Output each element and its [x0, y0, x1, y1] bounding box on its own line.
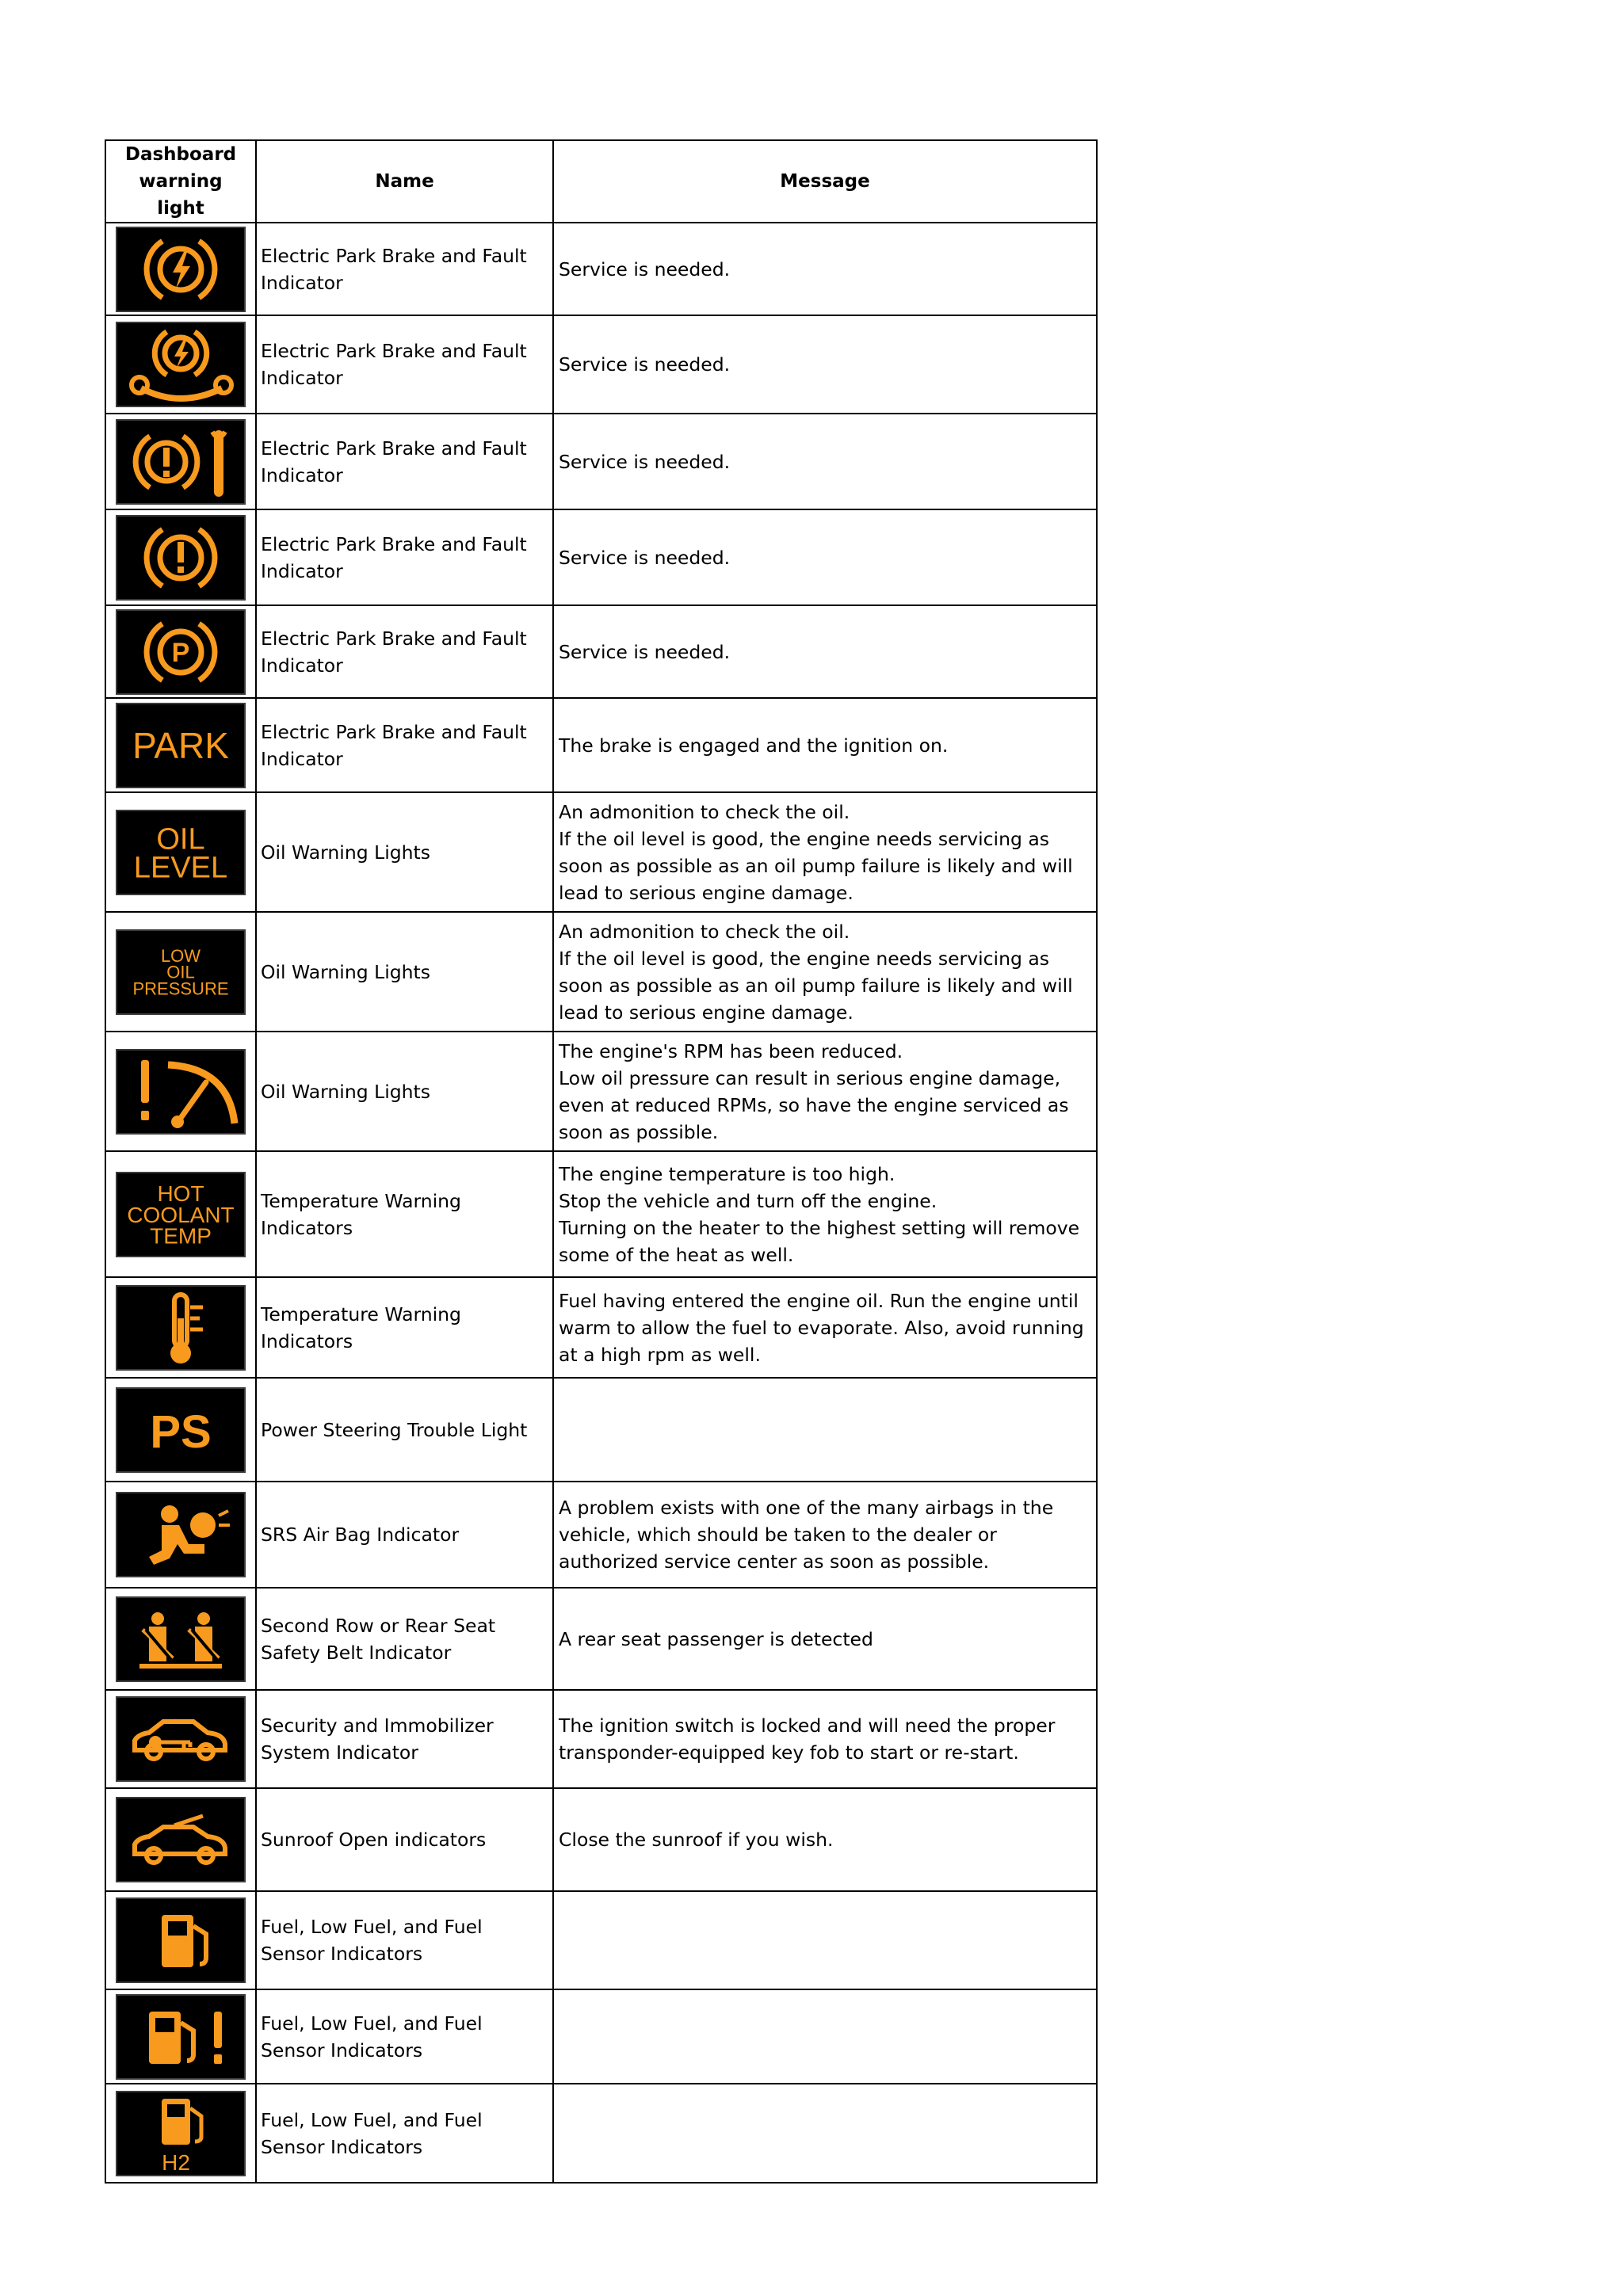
- table-row: [105, 792, 1097, 912]
- park-brake-lightning-icon: [116, 227, 246, 312]
- message-cell: Fuel having entered the engine oil. Run the engine until warm to allow the fuel to evaporate. Also, avoid running at a high rpm as well.: [553, 1277, 1097, 1378]
- icon-cell: [105, 1482, 256, 1588]
- name-cell: Oil Warning Lights: [256, 792, 553, 912]
- icon-cell: [105, 912, 256, 1032]
- icon-cell: [105, 1989, 256, 2084]
- icon-text: PARK: [132, 724, 229, 766]
- message-cell: [553, 1989, 1097, 2084]
- table-row: [105, 1788, 1097, 1891]
- park-brake-wrench-icon: [116, 322, 246, 407]
- icon-text: LEVEL: [133, 850, 228, 884]
- message-cell: [553, 2084, 1097, 2183]
- oil-level-text-icon: [116, 810, 246, 895]
- message-cell: The engine's RPM has been reduced. Low oil pressure can result in serious engine damage, even at reduced RPMs, so have the engine serviced as soon as possible.: [553, 1032, 1097, 1151]
- table-row: [105, 698, 1097, 792]
- table-row: [105, 509, 1097, 605]
- table-row: [105, 912, 1097, 1032]
- message-cell: Service is needed.: [553, 414, 1097, 509]
- warning-lights-table: [105, 139, 1098, 2183]
- table-row: [105, 605, 1097, 698]
- table-row: [105, 1989, 1097, 2084]
- park-text-icon: [116, 703, 246, 788]
- rpm-gauge-warning-icon: [116, 1049, 246, 1135]
- message-cell: Service is needed.: [553, 605, 1097, 698]
- icon-text: TEMP: [150, 1222, 212, 1248]
- name-cell: Security and Immobilizer System Indicator: [256, 1690, 553, 1788]
- name-cell: Fuel, Low Fuel, and Fuel Sensor Indicators: [256, 2084, 553, 2183]
- name-cell: Electric Park Brake and Fault Indicator: [256, 698, 553, 792]
- icon-cell: [105, 1891, 256, 1989]
- icon-text: H2: [162, 2149, 190, 2175]
- name-cell: Fuel, Low Fuel, and Fuel Sensor Indicators: [256, 1989, 553, 2084]
- car-key-icon: [116, 1696, 246, 1782]
- table-row: [105, 1378, 1097, 1482]
- header-name: Name: [256, 140, 553, 223]
- name-cell: Electric Park Brake and Fault Indicator: [256, 315, 553, 414]
- icon-text: OIL: [166, 962, 195, 982]
- icon-text: PRESSURE: [132, 978, 229, 999]
- name-cell: Sunroof Open indicators: [256, 1788, 553, 1891]
- header-row: [105, 140, 1097, 223]
- message-cell: An admonition to check the oil. If the oil level is good, the engine needs servicing as soon as possible as an oil pump failure is likely and will lead to serious engine damage.: [553, 792, 1097, 912]
- icon-cell: [105, 223, 256, 315]
- message-cell: The ignition switch is locked and will need the proper transponder-equipped key fob to start or re-start.: [553, 1690, 1097, 1788]
- name-cell: Power Steering Trouble Light: [256, 1378, 553, 1482]
- message-cell: The engine temperature is too high. Stop the vehicle and turn off the engine. Turning on the heater to the highest setting will remove some of the heat as well.: [553, 1151, 1097, 1277]
- name-cell: Oil Warning Lights: [256, 1032, 553, 1151]
- message-cell: An admonition to check the oil. If the oil level is good, the engine needs servicing as soon as possible as an oil pump failure is likely and will lead to serious engine damage.: [553, 912, 1097, 1032]
- airbag-icon: [116, 1492, 246, 1577]
- table-row: [105, 1891, 1097, 1989]
- name-cell: Electric Park Brake and Fault Indicator: [256, 223, 553, 315]
- table-row: [105, 1032, 1097, 1151]
- icon-cell: [105, 1588, 256, 1690]
- icon-text: PS: [150, 1405, 212, 1458]
- brake-exclamation-wrench-icon: [116, 419, 246, 505]
- power-steering-icon: [116, 1387, 246, 1473]
- message-cell: A problem exists with one of the many airbags in the vehicle, which should be taken to the dealer or authorized service center as soon as possible.: [553, 1482, 1097, 1588]
- name-cell: SRS Air Bag Indicator: [256, 1482, 553, 1588]
- icon-cell: [105, 1032, 256, 1151]
- hot-coolant-temp-text-icon: [116, 1172, 246, 1257]
- icon-text: COOLANT: [127, 1202, 235, 1227]
- name-cell: Fuel, Low Fuel, and Fuel Sensor Indicators: [256, 1891, 553, 1989]
- icon-cell: [105, 315, 256, 414]
- name-cell: Electric Park Brake and Fault Indicator: [256, 605, 553, 698]
- name-cell: Second Row or Rear Seat Safety Belt Indicator: [256, 1588, 553, 1690]
- message-cell: Service is needed.: [553, 509, 1097, 605]
- icon-cell: [105, 2084, 256, 2183]
- name-cell: Temperature Warning Indicators: [256, 1151, 553, 1277]
- table-row: [105, 315, 1097, 414]
- rear-seat-belt-icon: [116, 1596, 246, 1682]
- message-cell: [553, 1891, 1097, 1989]
- name-cell: Electric Park Brake and Fault Indicator: [256, 509, 553, 605]
- table-row: [105, 1151, 1097, 1277]
- table-row: [105, 1690, 1097, 1788]
- car-sunroof-icon: [116, 1797, 246, 1882]
- table-row: [105, 1277, 1097, 1378]
- icon-cell: [105, 698, 256, 792]
- icon-cell: [105, 509, 256, 605]
- icon-cell: [105, 1690, 256, 1788]
- message-cell: The brake is engaged and the ignition on.: [553, 698, 1097, 792]
- message-cell: Service is needed.: [553, 315, 1097, 414]
- icon-cell: [105, 1378, 256, 1482]
- icon-text: HOT: [157, 1180, 204, 1206]
- name-cell: Electric Park Brake and Fault Indicator: [256, 414, 553, 509]
- icon-cell: [105, 414, 256, 509]
- message-cell: Service is needed.: [553, 223, 1097, 315]
- header-icon: Dashboard warning light: [105, 140, 256, 223]
- fuel-pump-exclamation-icon: [116, 1994, 246, 2080]
- header-message: Message: [553, 140, 1097, 223]
- message-cell: [553, 1378, 1097, 1482]
- svg-text:P: P: [171, 637, 190, 668]
- table-row: [105, 1588, 1097, 1690]
- icon-cell: [105, 792, 256, 912]
- name-cell: Oil Warning Lights: [256, 912, 553, 1032]
- icon-cell: [105, 1788, 256, 1891]
- icon-cell: [105, 1277, 256, 1378]
- table-row: [105, 223, 1097, 315]
- table-row: [105, 1482, 1097, 1588]
- fuel-pump-h2-icon: [116, 2091, 246, 2176]
- message-cell: A rear seat passenger is detected: [553, 1588, 1097, 1690]
- icon-cell: [105, 605, 256, 698]
- park-brake-p-icon: [116, 609, 246, 695]
- name-cell: Temperature Warning Indicators: [256, 1277, 553, 1378]
- fuel-pump-icon: [116, 1897, 246, 1983]
- message-cell: Close the sunroof if you wish.: [553, 1788, 1097, 1891]
- icon-cell: [105, 1151, 256, 1277]
- thermometer-icon: [116, 1285, 246, 1371]
- icon-text: OIL: [156, 822, 205, 856]
- brake-exclamation-icon: [116, 515, 246, 601]
- low-oil-pressure-text-icon: [116, 929, 246, 1015]
- icon-text: LOW: [160, 945, 201, 966]
- table-row: [105, 2084, 1097, 2183]
- table-row: [105, 414, 1097, 509]
